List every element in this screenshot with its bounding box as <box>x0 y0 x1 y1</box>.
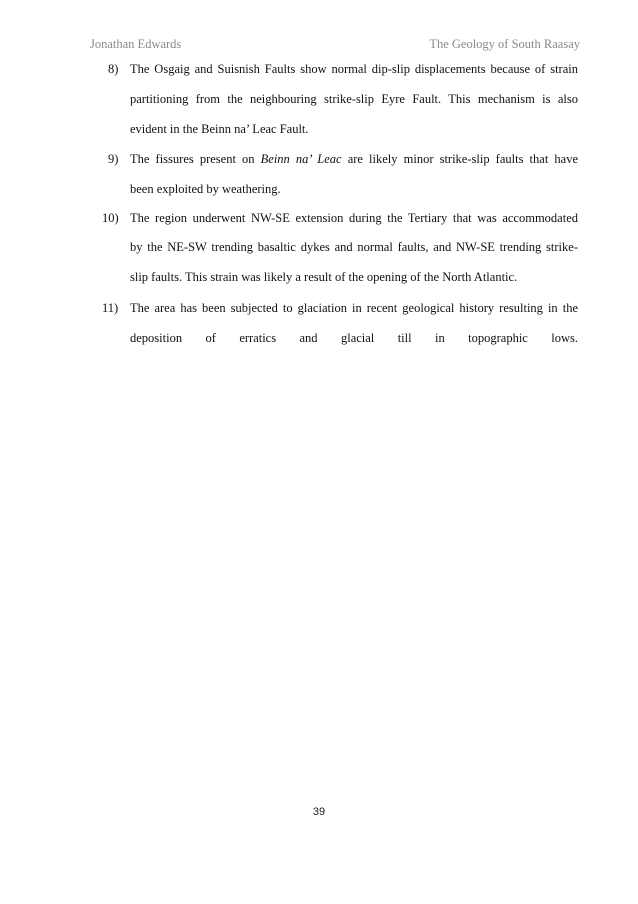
item-number: 8) <box>108 62 119 76</box>
item-10-line-1: The region underwent NW-SE extension during the Tertiary that was accommodated <box>130 211 578 225</box>
item-10-line-2: by the NE-SW trending basaltic dykes and normal faults, and NW-SE trending strike- <box>130 240 578 254</box>
place-name-beinn-na-leac: Beinn na’ Leac <box>260 152 342 166</box>
item-8-line-3: evident in the Beinn na’ Leac Fault. <box>130 122 309 136</box>
item-11-line-1: The area has been subjected to glaciation in recent geological history resulting in the <box>130 301 578 315</box>
item-8-line-2: partitioning from the neighbouring strike-slip Eyre Fault. This mechanism is also <box>130 92 578 106</box>
item-10-line-3: slip faults. This strain was likely a result of the opening of the North Atlantic. <box>130 270 518 284</box>
item-number: 9) <box>108 152 119 166</box>
item-8-line-1: The Osgaig and Suisnish Faults show normal dip-slip displacements because of strain <box>130 62 578 76</box>
item-9-line-2: been exploited by weathering. <box>130 182 281 196</box>
page-number: 39 <box>312 806 326 818</box>
item-9-text-before: The fissures present on <box>130 152 255 166</box>
item-9-text-after: are likely minor strike-slip faults that have <box>347 152 578 166</box>
header-author: Jonathan Edwards <box>90 37 182 51</box>
item-number: 11) <box>102 301 119 315</box>
item-number: 10) <box>102 211 119 225</box>
item-11-line-2: deposition of erratics and glacial till in topographic lows. <box>130 331 578 345</box>
item-9-line-1 <box>130 152 578 167</box>
header-title: The Geology of South Raasay <box>429 37 580 51</box>
